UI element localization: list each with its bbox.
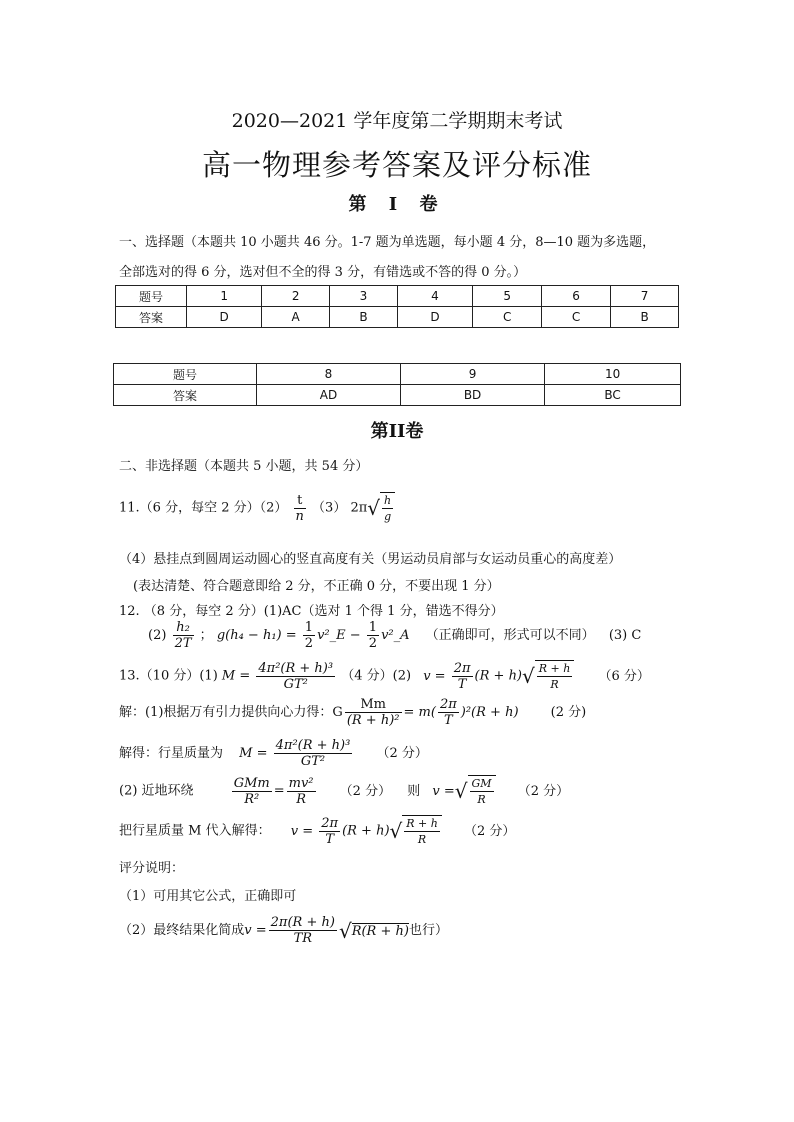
radical-sign: √ <box>389 819 403 843</box>
score-4: （4 分）(2) <box>341 668 412 684</box>
scoring-note-title: 评分说明： <box>119 861 185 876</box>
row-header-answer: 答案 <box>116 307 187 328</box>
table-row-answers <box>116 307 679 328</box>
question-cell: 3 <box>330 286 398 307</box>
score-2: (2 分) <box>550 705 587 720</box>
row-header-answer: 答案 <box>114 385 257 406</box>
r-plus-h: (R + h) <box>474 668 523 684</box>
sqrt-numerator: R + h <box>406 817 438 830</box>
question-cell: 2 <box>262 286 330 307</box>
r-plus-h: (R + h) <box>342 823 390 839</box>
answer-table-1 <box>115 285 679 328</box>
question-cell: 1 <box>187 286 262 307</box>
gravity-fraction <box>345 697 402 728</box>
scoring-note-2 <box>119 915 448 946</box>
half-fraction <box>303 620 315 651</box>
score-2: （2 分） <box>339 783 392 799</box>
answer-cell: BD <box>400 385 544 406</box>
answer-cell: C <box>542 307 611 328</box>
fraction-denominator: 2 <box>368 636 378 651</box>
sqrt-denominator: R <box>550 678 559 691</box>
sqrt-expression <box>390 815 442 847</box>
fraction-numerator: mv² <box>288 775 314 791</box>
q11-sqrt <box>367 492 395 524</box>
table-row-questions <box>116 286 679 307</box>
velocity-equation-left: v = <box>244 923 267 938</box>
fraction-denominator: n <box>295 508 304 524</box>
answer-cell: A <box>262 307 330 328</box>
sqrt-denominator: g <box>384 510 392 523</box>
table-row-answers <box>114 385 681 406</box>
fraction-denominator: T <box>457 676 467 692</box>
fraction-denominator: T <box>325 831 334 847</box>
fraction-denominator: TR <box>293 931 313 946</box>
part1-instructions-line1: 一、选择题（本题共 10 小题共 46 分。1-7 题为单选题，每小题 4 分，8—10 题为多选题， <box>119 235 656 250</box>
fraction-denominator: GT² <box>283 676 308 692</box>
q13-line1 <box>119 660 650 692</box>
row-header-question: 题号 <box>114 364 257 385</box>
part1-instructions-line2: 全部选对的得 6 分，选对但不全的得 3 分，有错选或不答的得 0 分。） <box>119 265 527 280</box>
mass-equation-left: M = <box>221 668 251 684</box>
part2-intro: 二、非选择题（本题共 5 小题，共 54 分） <box>119 459 369 474</box>
mass-fraction <box>274 738 353 769</box>
radical-sign: √ <box>367 496 381 520</box>
answer-cell: BC <box>545 385 681 406</box>
document-title: 高一物理参考答案及评分标准 <box>201 148 592 182</box>
final-fraction <box>269 915 337 946</box>
question-cell: 9 <box>400 364 544 385</box>
score-6: （6 分） <box>598 668 650 684</box>
two-pi-over-t <box>452 661 473 692</box>
sqrt-expression <box>339 919 409 943</box>
velocity-equation-left: v = <box>423 668 446 684</box>
fraction-numerator: 4π²(R + h)³ <box>275 738 351 753</box>
fraction-numerator: 2π(R + h) <box>270 915 335 930</box>
two-pi-over-t <box>438 697 459 728</box>
solution-prefix: 解：(1)根据万有引力提供向心力得：G <box>119 705 343 720</box>
question-cell: 5 <box>473 286 542 307</box>
radical-sign: √ <box>522 664 535 688</box>
fraction-numerator: t <box>294 493 306 509</box>
fraction-denominator: (R + h)² <box>346 713 400 728</box>
q12-line1: 12. （8 分，每空 2 分）(1)AC（选对 1 个得 1 分，错选不得分） <box>119 604 504 619</box>
exam-title: 2020—2021 学年度第二学期期末考试 <box>231 110 563 132</box>
question-cell: 10 <box>545 364 681 385</box>
answer-table-2 <box>113 363 681 406</box>
half-fraction <box>367 620 379 651</box>
answer-cell: C <box>473 307 542 328</box>
fraction-numerator: GMm <box>233 775 270 791</box>
radical-sign: √ <box>338 918 352 943</box>
q11-mid: （3） <box>312 500 347 516</box>
sqrt-numerator: GM <box>471 777 492 790</box>
q13-solution-2 <box>119 738 428 769</box>
fraction-denominator: R² <box>244 791 260 807</box>
q12-fraction <box>173 620 194 651</box>
fraction-denominator: T <box>444 713 453 728</box>
answer-cell: AD <box>257 385 401 406</box>
q12-part3: (3) C <box>608 628 642 643</box>
mass-equation-left: M = <box>239 746 268 761</box>
scoring-note-1: （1）可用其它公式，正确即可 <box>119 889 297 904</box>
fraction-denominator: GT² <box>300 754 326 769</box>
answer-cell: D <box>397 307 472 328</box>
mv2-over-r <box>287 776 316 807</box>
fraction-denominator: R <box>296 791 306 807</box>
radical-sign: √ <box>454 779 468 803</box>
fraction-numerator: 2π <box>453 660 471 676</box>
q13-solution-3: (2) 近地环绕 $\frac{\text{GMm}}{\text{R²}}$ = $\frac{\text{mv²}}{R}$ （2 分） 则 v =√ $\frac{GM}{R}$ （2 分） <box>119 775 570 807</box>
q12-note: （正确即可，形式可以不同） <box>425 628 595 643</box>
score-2: （2 分） <box>376 746 428 761</box>
velocity-a-squared: v²_A <box>381 628 410 643</box>
velocity-e-squared: v²_E <box>317 628 346 643</box>
answer-cell: B <box>330 307 398 328</box>
fraction-denominator: 2T <box>174 636 192 651</box>
sqrt-content: R(R + h) <box>351 923 409 939</box>
velocity-equation-left: v = <box>432 783 455 799</box>
fraction-numerator: h₂ <box>173 620 194 636</box>
sqrt-expression <box>522 660 574 692</box>
question-cell: 7 <box>611 286 679 307</box>
q11-part4-note: (表达清楚、符合题意即给 2 分，不正确 0 分，不要出现 1 分） <box>133 579 500 594</box>
fraction-numerator: 1 <box>304 620 314 635</box>
answer-cell: B <box>611 307 679 328</box>
answer-cell: D <box>187 307 262 328</box>
solution-prefix: 解得：行星质量为 <box>119 746 224 761</box>
note-suffix: 也行） <box>408 923 448 938</box>
q12-part2 <box>148 620 641 651</box>
score-2: （2 分） <box>464 823 516 839</box>
q13-prefix: 13.（10 分）(1) <box>119 668 218 684</box>
fraction-numerator: 4π²(R + h)³ <box>258 660 334 676</box>
two-pi-over-t <box>319 816 340 847</box>
solution-tail: )²(R + h) <box>460 705 519 720</box>
sqrt-expression <box>455 775 496 807</box>
q11-prefix: 11.（6 分，每空 2 分）（2） <box>119 500 288 516</box>
table-row-questions <box>114 364 681 385</box>
q12-equation-left: g(h₄ − h₁) = <box>216 628 297 643</box>
sqrt-numerator: R + h <box>538 662 571 675</box>
gmm-over-r2 <box>232 776 272 807</box>
two-pi: 2π <box>350 500 368 516</box>
q11-answer <box>119 492 395 524</box>
part1-heading: 第 I 卷 <box>348 194 446 215</box>
fraction-numerator: 1 <box>368 620 378 635</box>
sqrt-denominator: R <box>477 793 486 806</box>
minus-sign: − <box>349 628 361 643</box>
velocity-equation-left: v = <box>290 823 314 839</box>
part2-heading: 第II卷 <box>370 421 424 442</box>
question-cell: 8 <box>257 364 401 385</box>
fraction-numerator: Mm <box>345 697 402 713</box>
note-prefix: （2）最终结果化简成 <box>119 923 245 938</box>
q11-fraction <box>294 493 306 524</box>
q12-part2-label: (2) <box>148 628 167 643</box>
solution-prefix: (2) 近地环绕 <box>119 783 194 799</box>
equals-m: = m( <box>403 705 436 720</box>
sqrt-numerator: h <box>384 494 392 507</box>
mass-fraction <box>256 661 335 692</box>
q13-solution-4 <box>119 815 515 847</box>
solution-prefix: 把行星质量 M 代入解得： <box>119 823 271 839</box>
fraction-denominator: 2 <box>304 636 314 651</box>
fraction-numerator: 2π <box>321 815 339 831</box>
question-cell: 6 <box>542 286 611 307</box>
sqrt-denominator: R <box>417 833 427 846</box>
then-label: 则 <box>407 783 421 799</box>
score-2: （2 分） <box>517 783 570 799</box>
q11-part4: （4）悬挂点到圆周运动圆心的竖直高度有关（男运动员肩部与女运动员重心的高度差） <box>119 552 622 567</box>
row-header-question: 题号 <box>116 286 187 307</box>
fraction-numerator: 2π <box>439 697 457 712</box>
separator: ； <box>199 628 213 643</box>
q13-solution-1 <box>119 697 586 728</box>
question-cell: 4 <box>397 286 472 307</box>
